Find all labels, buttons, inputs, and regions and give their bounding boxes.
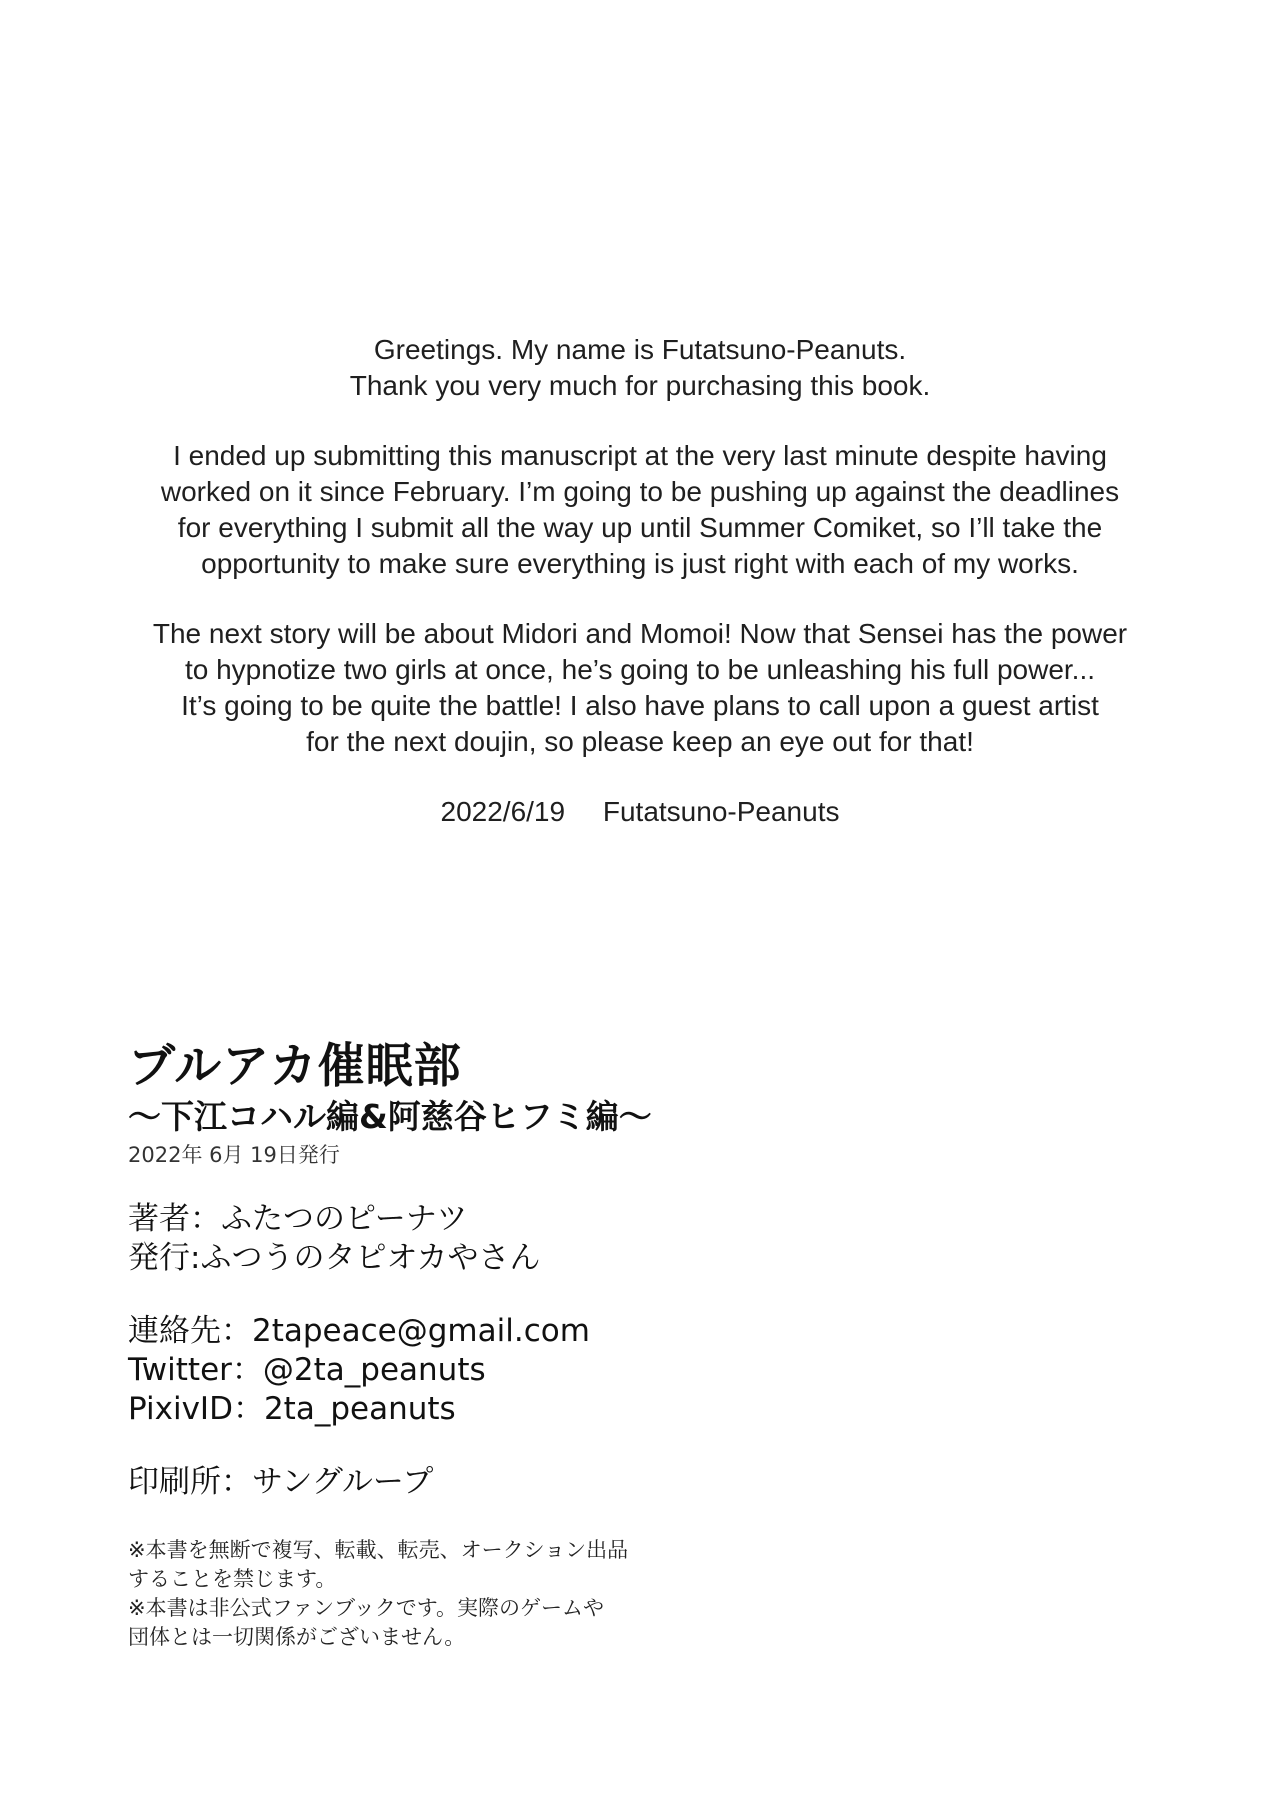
notice-line: することを禁じます。 [128,1567,337,1591]
signature-name: Futatsuno-Peanuts [602,796,840,827]
signature-date: 2022/6/19 [440,796,566,827]
credits [128,1200,1028,1278]
notice-line: ※本書は非公式ファンブックです。実際のゲームや [128,1596,605,1620]
printer-line: 印刷所：サングループ [128,1464,434,1500]
afterword-line: to hypnotize two girls at once, he’s going to be unleashing his full power... [184,654,1096,685]
notice-line: ※本書を無断で複写、転載、転売、オークション出品 [128,1538,629,1562]
contact-info [128,1312,1028,1429]
afterword-line: Thank you very much for purchasing this book. [349,370,931,401]
afterword-paragraph-manuscript [0,438,1280,582]
afterword-line: for the next doujin, so please keep an eye out for that! [306,726,974,757]
afterword-line: for everything I submit all the way up until Summer Comiket, so I’ll take the [177,512,1103,543]
afterword [0,332,1280,830]
pixiv-line: PixivID：2ta_peanuts [128,1391,456,1427]
publication-date: 2022年 6月 19日発行 [128,1143,340,1167]
printer-info [128,1463,1028,1502]
notice-line: 団体とは一切関係がございません。 [128,1625,466,1649]
afterword-line: I ended up submitting this manuscript at the very last minute despite having [173,440,1107,471]
twitter-line: Twitter：@2ta_peanuts [128,1352,486,1388]
afterword-line: The next story will be about Midori and Momoi! Now that Sensei has the power [152,618,1128,649]
email-line: 連絡先：2tapeace@gmail.com [128,1313,590,1349]
legal-notices [128,1536,1028,1652]
afterword-line: It’s going to be quite the battle! I also have plans to call upon a guest artist [181,690,1099,721]
publisher-line: 発行:ふつうのタピオカやさん [128,1240,541,1276]
afterword-line: opportunity to make sure everything is just right with each of my works. [201,548,1079,579]
afterword-line: Greetings. My name is Futatsuno-Peanuts. [373,334,907,365]
colophon [128,1038,1028,1652]
afterword-paragraph-next-story [0,616,1280,760]
afterword-line: worked on it since February. I’m going to be pushing up against the deadlines [160,476,1120,507]
afterword-paragraph-greeting [0,332,1280,404]
author-line: 著者：ふたつのピーナツ [128,1201,468,1237]
book-title: ブルアカ催眠部 [128,1039,462,1094]
book-subtitle: ～下江コハル編&阿慈谷ヒフミ編～ [128,1097,652,1136]
afterword-signature [0,794,1280,830]
